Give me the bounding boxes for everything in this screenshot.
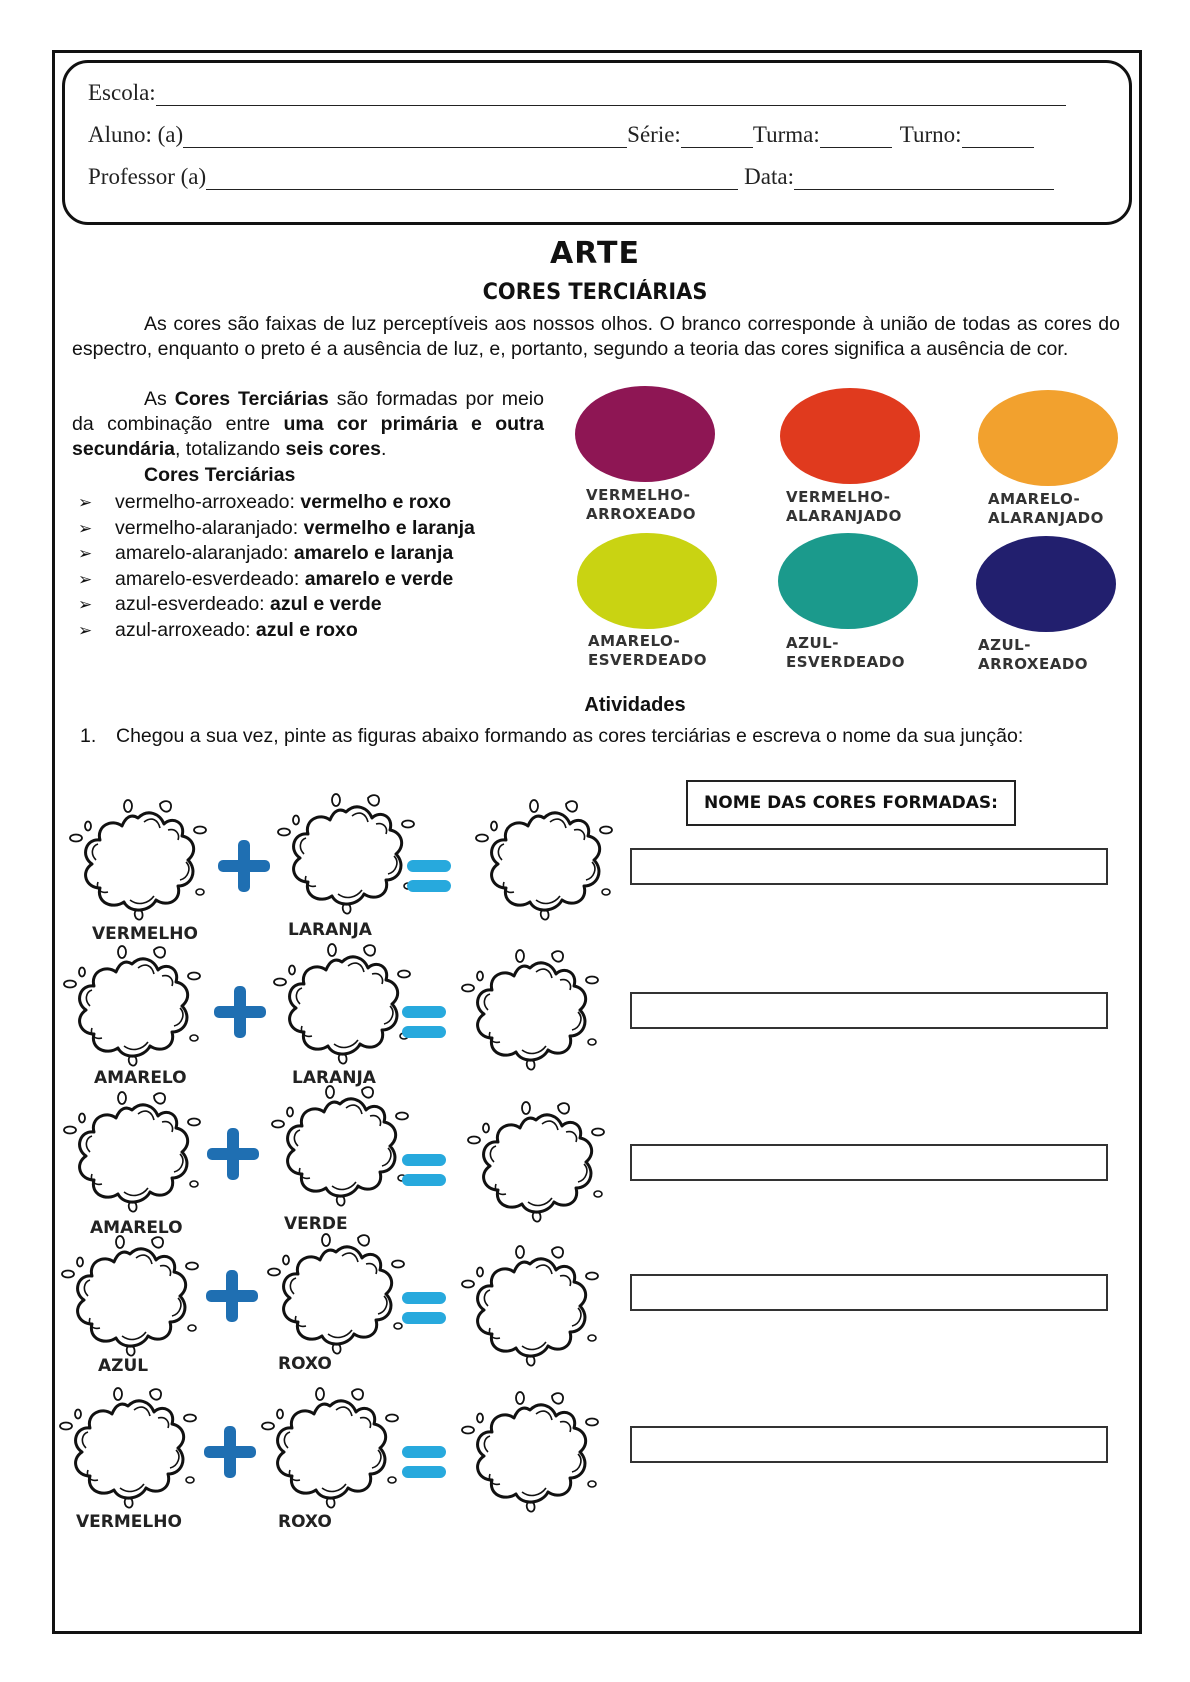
def-text-2: são formadas por meio da combinação entre — [72, 388, 544, 435]
splash-shape-5a[interactable] — [58, 1384, 198, 1514]
class-line[interactable] — [820, 127, 892, 148]
splash-result-2[interactable] — [460, 946, 600, 1076]
eq-label-a: AMARELO — [90, 1218, 183, 1238]
answer-box-5[interactable] — [630, 1426, 1108, 1463]
eq-label-b: LARANJA — [288, 920, 372, 940]
list-item — [78, 490, 475, 516]
question-number: 1. — [80, 725, 97, 747]
shift-label: Turno: — [899, 122, 962, 147]
swatch-vermelho-alaranjado — [780, 388, 920, 484]
splash-shape-1b[interactable] — [276, 790, 416, 920]
swatch-amarelo-esverdeado — [577, 533, 717, 629]
date-label: Data: — [744, 164, 794, 189]
swatch-label-line: ARROXEADO — [978, 655, 1089, 673]
list-item-name: amarelo-alaranjado: — [115, 542, 294, 564]
swatch-label — [588, 632, 707, 670]
color-names-header: NOME DAS CORES FORMADAS: — [686, 780, 1016, 826]
swatch-vermelho-arroxeado — [575, 386, 715, 482]
swatch-azul-esverdeado — [778, 533, 918, 629]
swatch-label — [786, 634, 905, 672]
swatch-azul-arroxeado — [976, 536, 1116, 632]
eq-label-a: VERMELHO — [76, 1512, 182, 1532]
splash-result-4[interactable] — [460, 1242, 600, 1372]
list-item — [78, 516, 475, 542]
splash-shape-3b[interactable] — [270, 1082, 410, 1212]
eq-label-a: AZUL — [98, 1356, 149, 1376]
eq-label-b: VERDE — [284, 1214, 348, 1234]
swatch-label-line: ARROXEADO — [586, 505, 697, 523]
equals-icon — [400, 1002, 448, 1042]
arrow-bullet-icon: ➢ — [78, 569, 93, 589]
eq-label-b: LARANJA — [292, 1068, 376, 1088]
list-item-name: vermelho-arroxeado: — [115, 491, 301, 513]
list-item — [78, 567, 475, 593]
student-line[interactable] — [183, 127, 627, 148]
definition-paragraph — [72, 387, 544, 462]
page-subtitle: CORES TERCIÁRIAS — [482, 280, 708, 305]
splash-shape-3a[interactable] — [62, 1088, 202, 1218]
list-item-mix: amarelo e verde — [304, 567, 454, 590]
list-item-mix: amarelo e laranja — [293, 542, 454, 564]
splash-shape-4a[interactable] — [60, 1232, 200, 1362]
swatch-label-line: AZUL- — [786, 634, 839, 652]
arrow-bullet-icon: ➢ — [78, 518, 93, 538]
swatch-label-line: ALARANJADO — [786, 507, 902, 525]
plus-icon — [216, 838, 272, 894]
question-text: Chegou a sua vez, pinte as figuras abaixo formando as cores terciárias e escreva o nome da sua junção: — [116, 725, 1024, 747]
equals-icon — [405, 856, 453, 896]
list-item-mix: azul e roxo — [255, 618, 358, 641]
eq-label-b: ROXO — [278, 1354, 332, 1374]
tertiary-list-title: Cores Terciárias — [144, 464, 296, 486]
def-text-3: , totalizando — [174, 438, 286, 460]
teacher-row — [88, 164, 1054, 190]
shift-line[interactable] — [962, 127, 1034, 148]
def-bold-3: seis cores — [285, 438, 381, 460]
teacher-label: Professor (a) — [88, 164, 207, 189]
class-label: Turma: — [752, 122, 820, 147]
splash-result-1[interactable] — [474, 796, 614, 926]
student-row — [88, 122, 1034, 148]
teacher-line[interactable] — [206, 169, 738, 190]
list-item-mix: azul e verde — [270, 593, 382, 615]
arrow-bullet-icon: ➢ — [78, 493, 93, 512]
question-1 — [80, 722, 1120, 751]
arrow-bullet-icon: ➢ — [78, 620, 93, 640]
def-text-4: . — [380, 438, 387, 460]
list-item-name: azul-arroxeado: — [115, 618, 256, 641]
splash-shape-2b[interactable] — [272, 940, 412, 1070]
answer-box-2[interactable] — [630, 992, 1108, 1029]
def-bold-2: uma cor primária e outra secundária — [72, 413, 544, 460]
plus-icon — [212, 984, 268, 1040]
tertiary-list — [78, 490, 475, 643]
list-item-name: azul-esverdeado: — [115, 593, 271, 615]
list-item-name: amarelo-esverdeado: — [115, 567, 305, 590]
answer-box-4[interactable] — [630, 1274, 1108, 1311]
swatch-label — [586, 486, 696, 524]
splash-shape-2a[interactable] — [62, 942, 202, 1072]
school-label: Escola: — [88, 80, 156, 105]
swatch-label-line: VERMELHO- — [586, 486, 691, 504]
swatch-label — [978, 636, 1088, 674]
swatch-label-line: VERMELHO- — [786, 488, 891, 506]
equals-icon — [400, 1150, 448, 1190]
student-label: Aluno: (a) — [88, 122, 184, 147]
grade-label: Série: — [627, 122, 681, 147]
plus-icon — [204, 1268, 260, 1324]
list-item — [78, 541, 475, 567]
swatch-label-line: ESVERDEADO — [786, 653, 905, 671]
date-line[interactable] — [794, 169, 1054, 190]
eq-label-b: ROXO — [278, 1512, 332, 1532]
list-item — [78, 592, 475, 618]
swatch-label-line: ALARANJADO — [988, 509, 1104, 527]
def-bold-1: Cores Terciárias — [174, 388, 329, 410]
list-item-mix: vermelho e laranja — [303, 516, 475, 539]
plus-icon — [205, 1126, 261, 1182]
equals-icon — [400, 1442, 448, 1482]
list-item — [78, 618, 475, 644]
answer-box-3[interactable] — [630, 1144, 1108, 1181]
swatch-amarelo-alaranjado — [978, 390, 1118, 486]
eq-label-a: VERMELHO — [92, 924, 198, 944]
swatch-label — [988, 490, 1104, 528]
activities-title: Atividades — [584, 694, 686, 716]
splash-result-3[interactable] — [466, 1098, 606, 1228]
equals-icon — [400, 1288, 448, 1328]
splash-shape-4b[interactable] — [266, 1230, 406, 1360]
intro-paragraph: As cores são faixas de luz perceptíveis aos nossos olhos. O branco corresponde à união de todas as cores do espectro, enquanto o preto é a ausência de luz, e, portanto, segundo a teoria das cores significa a ausência de cor. — [72, 313, 1120, 360]
arrow-bullet-icon: ➢ — [78, 595, 93, 614]
page-title: ARTE — [550, 236, 640, 271]
splash-shape-5b[interactable] — [260, 1384, 400, 1514]
grade-line[interactable] — [681, 127, 753, 148]
arrow-bullet-icon: ➢ — [78, 544, 93, 563]
list-item-mix: vermelho e roxo — [300, 491, 451, 513]
splash-shape-1a[interactable] — [68, 796, 208, 926]
swatch-label-line: AMARELO- — [588, 632, 681, 650]
swatch-label-line: AZUL- — [978, 636, 1031, 654]
swatch-label — [786, 488, 902, 526]
eq-label-a: AMARELO — [94, 1068, 187, 1088]
answer-box-1[interactable] — [630, 848, 1108, 885]
def-text-1: As — [144, 388, 175, 410]
list-item-name: vermelho-alaranjado: — [115, 516, 304, 539]
school-field[interactable] — [88, 80, 1066, 106]
swatch-label-line: AMARELO- — [988, 490, 1081, 508]
swatch-label-line: ESVERDEADO — [588, 651, 707, 669]
splash-result-5[interactable] — [460, 1388, 600, 1518]
plus-icon — [202, 1424, 258, 1480]
school-line[interactable] — [156, 85, 1066, 106]
